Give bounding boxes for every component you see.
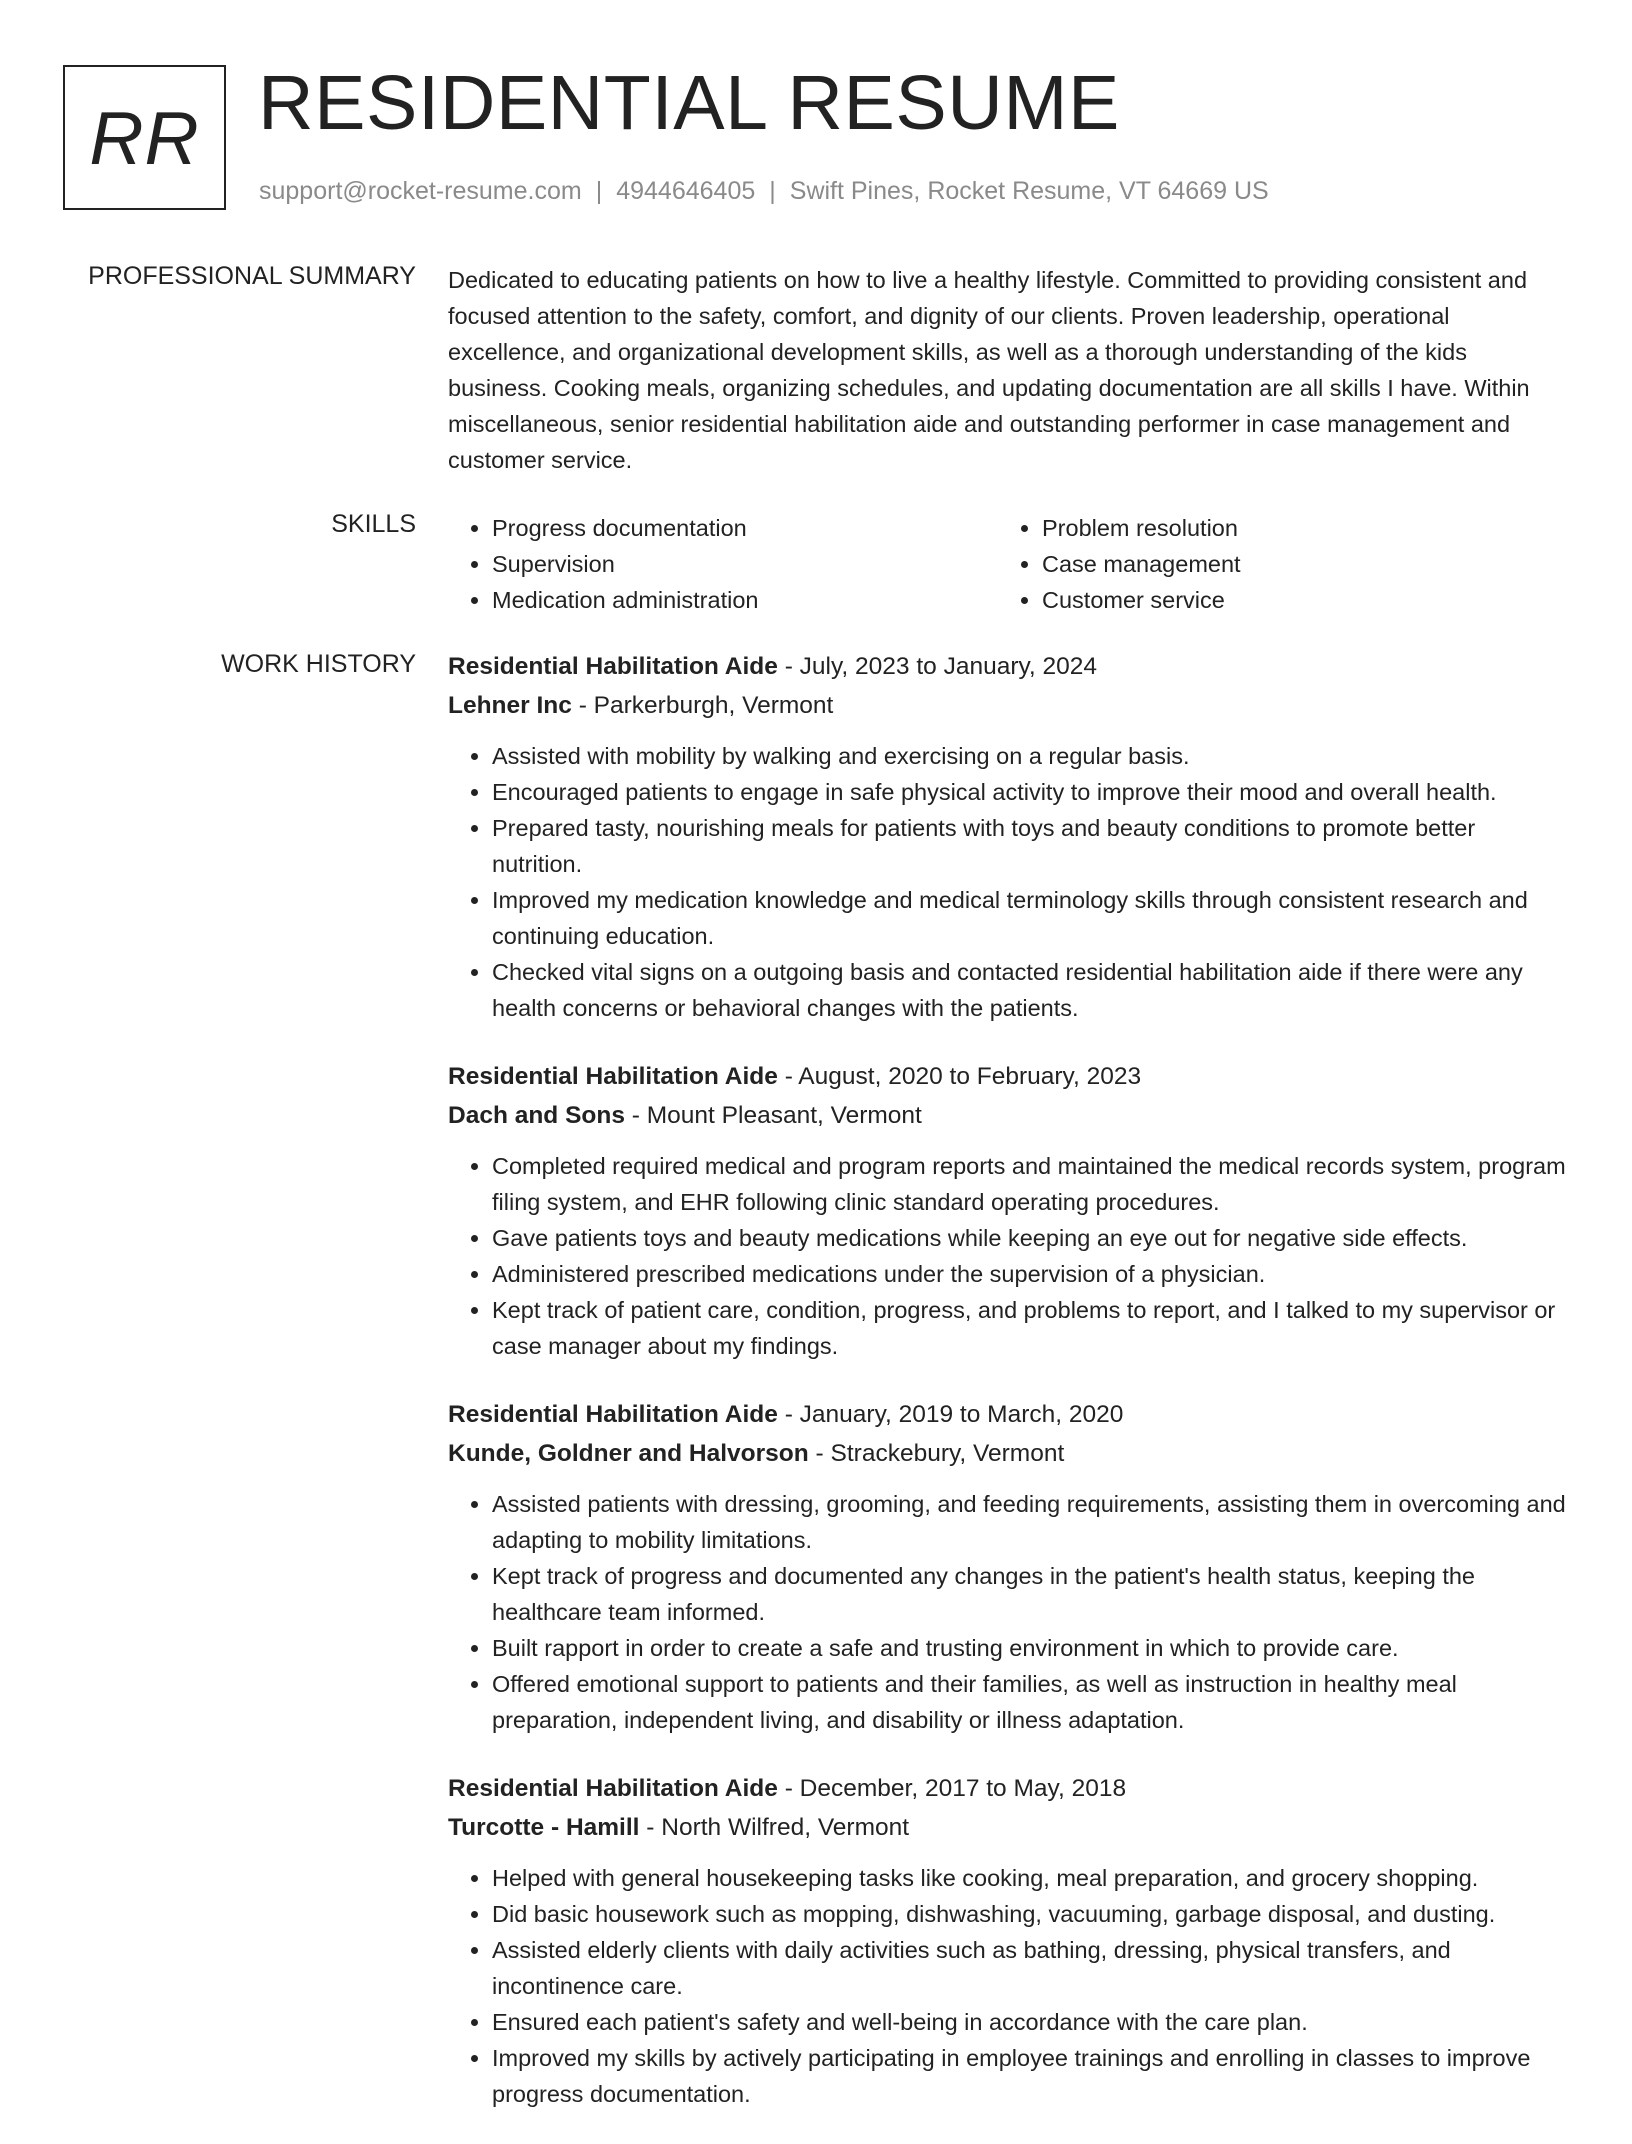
- monogram-logo: RR: [63, 65, 226, 210]
- work-history-heading: WORK HISTORY: [221, 650, 416, 678]
- work-history-list: [448, 648, 1566, 2144]
- resume-name: RESIDENTIAL RESUME: [258, 60, 1120, 146]
- job-bullet: • Did basic housework such as mopping, dishwashing, vacuuming, garbage disposal, and dusting.: [492, 1896, 1566, 1932]
- contact-line: [259, 177, 1269, 206]
- job-entry: [448, 648, 1566, 1026]
- job-bullet: • Encouraged patients to engage in safe physical activity to improve their mood and overall health.: [492, 774, 1566, 810]
- job-bullet: • Built rapport in order to create a safe and trusting environment in which to provide care.: [492, 1630, 1566, 1666]
- job-title-line: [448, 648, 1566, 686]
- job-entry: [448, 1058, 1566, 1364]
- skill-item: • Case management: [1042, 546, 1398, 582]
- job-title-line: [448, 1058, 1566, 1096]
- job-title: Residential Habilitation Aide: [448, 1401, 778, 1428]
- job-bullet: • Checked vital signs on a outgoing basis and contacted residential habilitation aide if there were any health concerns or behavioral changes with the patients.: [492, 954, 1566, 1026]
- job-company-line: [448, 686, 1566, 726]
- job-title-line: [448, 1396, 1566, 1434]
- job-entry: [448, 1396, 1566, 1738]
- job-company-line: [448, 1434, 1566, 1474]
- skills-list-left: [448, 510, 998, 618]
- job-title-line: [448, 1770, 1566, 1808]
- summary-heading: PROFESSIONAL SUMMARY: [88, 262, 416, 290]
- job-bullet: • Ensured each patient's safety and well-being in accordance with the care plan.: [492, 2004, 1566, 2040]
- contact-separator: |: [769, 177, 776, 205]
- job-title: Residential Habilitation Aide: [448, 653, 778, 680]
- job-location: - North Wilfred, Vermont: [639, 1814, 910, 1841]
- skill-item: • Progress documentation: [492, 510, 998, 546]
- job-company-line: [448, 1096, 1566, 1136]
- summary-text: Dedicated to educating patients on how to live a healthy lifestyle. Committed to providing consistent and focused attention to the safety, comfort, and dignity of our clients. Proven leadership, operational excellence, and organizational development skills, as well as a thorough understanding of the kids business. Cooking meals, organizing schedules, and updating documentation are all skills I have. Within miscellaneous, senior residential habilitation aide and outstanding performer in case management and customer service.: [448, 267, 1530, 473]
- job-bullet: • Offered emotional support to patients and their families, as well as instruction in healthy meal preparation, independent living, and disability or illness adaptation.: [492, 1666, 1566, 1738]
- contact-email[interactable]: support@rocket-resume.com: [259, 177, 582, 205]
- contact-separator: |: [595, 177, 603, 205]
- job-dates: - August, 2020 to February, 2023: [777, 1063, 1142, 1090]
- job-title: Residential Habilitation Aide: [448, 1775, 778, 1802]
- job-location: - Mount Pleasant, Vermont: [624, 1102, 922, 1129]
- job-bullets: [448, 1148, 1566, 1364]
- skill-item: • Supervision: [492, 546, 998, 582]
- contact-address: Swift Pines, Rocket Resume, VT 64669 US: [789, 177, 1269, 205]
- job-bullet: • Completed required medical and program reports and maintained the medical records system, program filing system, and EHR following clinic standard operating procedures.: [492, 1148, 1566, 1220]
- job-company: Dach and Sons: [448, 1102, 625, 1129]
- job-bullet: • Helped with general housekeeping tasks like cooking, meal preparation, and grocery shopping.: [492, 1860, 1566, 1896]
- job-bullets: [448, 1860, 1566, 2112]
- skills-heading: SKILLS: [331, 510, 416, 538]
- job-bullet: • Kept track of patient care, condition, progress, and problems to report, and I talked to my supervisor or case manager about my findings.: [492, 1292, 1566, 1364]
- job-company: Turcotte - Hamill: [448, 1814, 640, 1841]
- skill-item: • Medication administration: [492, 582, 998, 618]
- job-location: - Parkerburgh, Vermont: [571, 692, 834, 719]
- job-bullet: • Assisted patients with dressing, grooming, and feeding requirements, assisting them in overcoming and adapting to mobility limitations.: [492, 1486, 1566, 1558]
- job-company: Lehner Inc: [448, 692, 572, 719]
- skills-list-right: [998, 510, 1398, 618]
- job-bullet: • Improved my medication knowledge and medical terminology skills through consistent research and continuing education.: [492, 882, 1566, 954]
- job-bullet: • Kept track of progress and documented any changes in the patient's health status, keeping the healthcare team informed.: [492, 1558, 1566, 1630]
- job-bullet: • Gave patients toys and beauty medications while keeping an eye out for negative side effects.: [492, 1220, 1566, 1256]
- job-company-line: [448, 1808, 1566, 1848]
- job-bullet: • Assisted with mobility by walking and exercising on a regular basis.: [492, 738, 1566, 774]
- skill-item: • Customer service: [1042, 582, 1398, 618]
- job-title: Residential Habilitation Aide: [448, 1063, 778, 1090]
- job-bullet: • Prepared tasty, nourishing meals for patients with toys and beauty conditions to promote better nutrition.: [492, 810, 1566, 882]
- job-bullet: • Assisted elderly clients with daily activities such as bathing, dressing, physical transfers, and incontinence care.: [492, 1932, 1566, 2004]
- job-location: - Strackebury, Vermont: [808, 1440, 1065, 1467]
- job-dates: - July, 2023 to January, 2024: [777, 653, 1098, 680]
- job-company: Kunde, Goldner and Halvorson: [448, 1440, 809, 1467]
- skill-item: • Problem resolution: [1042, 510, 1398, 546]
- job-bullets: [448, 1486, 1566, 1738]
- job-bullet: • Administered prescribed medications under the supervision of a physician.: [492, 1256, 1566, 1292]
- job-dates: - December, 2017 to May, 2018: [777, 1775, 1127, 1802]
- job-entry: [448, 1770, 1566, 2112]
- job-bullet: • Improved my skills by actively participating in employee trainings and enrolling in classes to improve progress documentation.: [492, 2040, 1566, 2112]
- resume-header: [63, 60, 1569, 210]
- contact-phone[interactable]: 4944646405: [616, 177, 756, 205]
- job-bullets: [448, 738, 1566, 1026]
- skills-grid: [448, 510, 1566, 618]
- job-dates: - January, 2019 to March, 2020: [777, 1401, 1124, 1428]
